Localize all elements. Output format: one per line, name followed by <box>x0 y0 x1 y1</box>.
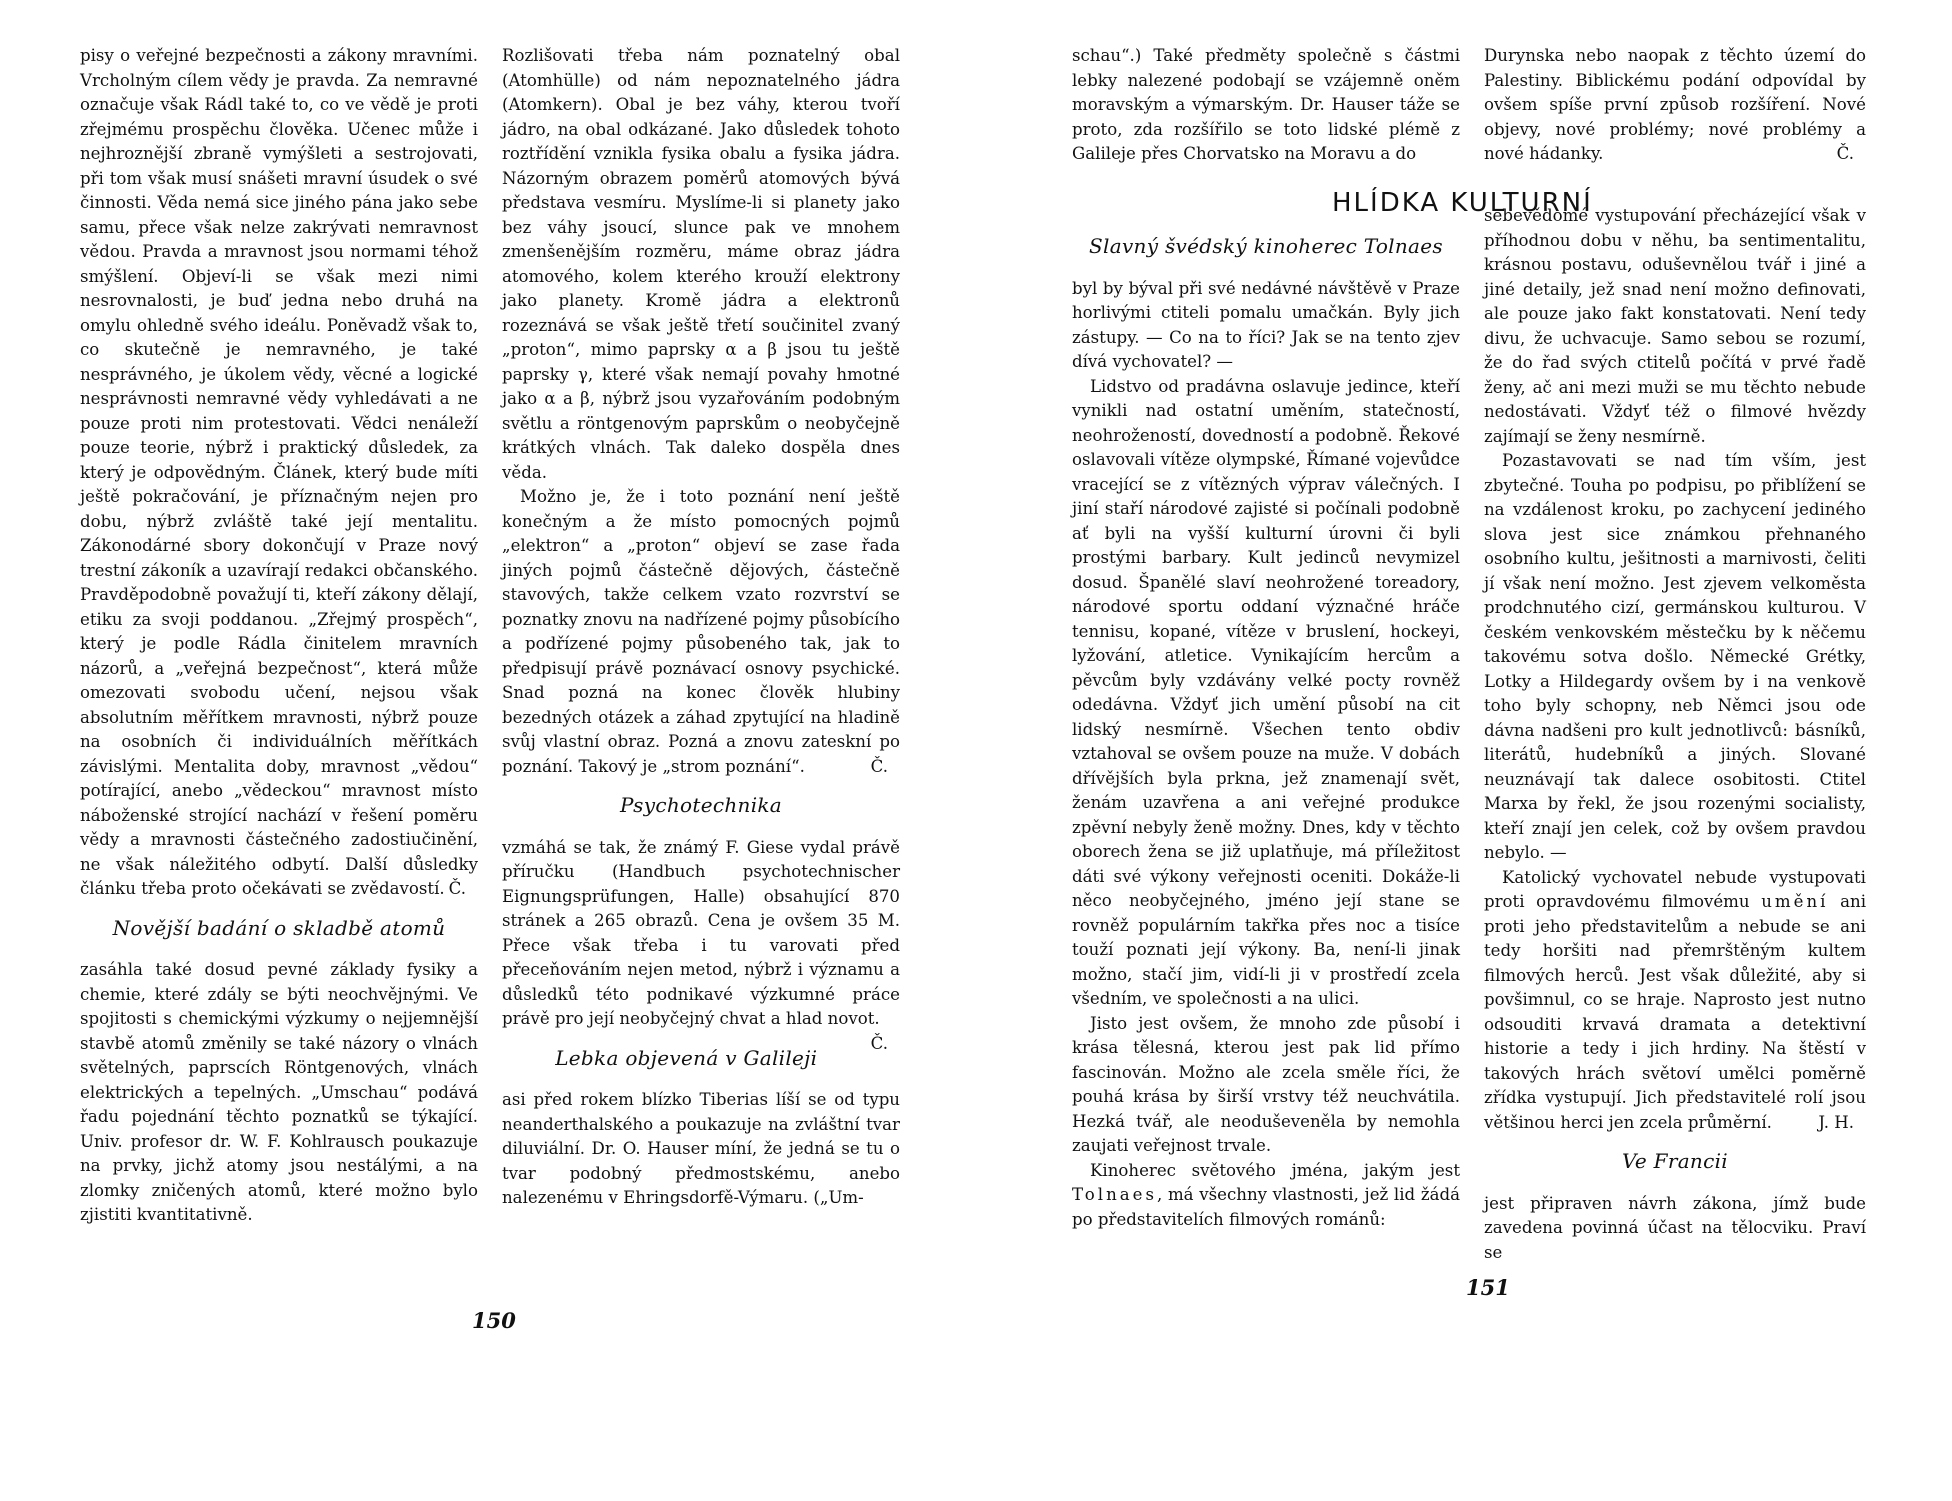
left-column-2 <box>502 44 900 1211</box>
paragraph-psychotechnika <box>502 836 900 1053</box>
text-rad1: pisy o veřejné bezpečnosti a zákony mravními. Vrcholným cílem vědy je pravda. Za nemravné označuje však Rádl také to, co ve vědě je proti zřejmému prospěchu člověka. Učenec může i nejhroznější zbraně vymýšleti a sestrojovati, při tom však musí snášeti mravní úsudek o své činnosti. Věda nemá sice jiného pána jako sebe samu, přece však nelze zakrývati nemravnost vědou. Pravda a mravnost jsou normami téhož smýšlení. Objeví-li se však mezi nimi nesrovnalosti, je buď jedna nebo druhá na omylu ohledně svého ideálu. Poněvadž však to, co skutečně je nemravného, je také nesprávného, je úkolem vědy, věcné a logické nesprávnosti nemravné vědy vyhledávati a ne pouze proti nim protestovati. Vědci nenáleží pouze teorie, nýbrž i praktický důsledek, za který je odpovědným. Článek, který bude míti ještě pokračování, je příznačným nejen pro dobu, nýbrž zvláště také její mentalitu. Zákonodárné sbory dokončují v Praze nový trestní zákoník a uzavírají redakci občanského. Pravděpodobně považují ti, kteří zákony dělají, etiku za svoji poddanou. „Zřejmý prospěch“, který je podle Rádla činitelem mravních názorů, a „veřejná bezpečnost“, která může omezovati svobodu učení, nejsou však absolutním měřítkem mravnosti, nýbrž pouze na osobních či individuálních měřítkách závislými. Mentalita doby, mravnost „vědou“ potírající, anebo „vědeckou“ mravnost místo náboženské strojící nachází v řešení poměru vědy a mravnosti částečného zadostiučinění, ne však náležitého odbytí. Další důsledky článku třeba proto očekávati se zvědavostí. <box>80 46 478 898</box>
right-top-column-1 <box>1072 44 1460 167</box>
paragraph-atom-shell: Rozlišovati třeba nám poznatelný obal (Atomhülle) od nám nepoznatelného jádra (Atomkern). Obal je bez váhy, kterou tvoří jádro, na obal odkázané. Jako důsledek tohoto roztřídění vznikla fysika obalu a fysika jádra. Názorným obrazem poměrů atomových bývá představa vesmíru. Myslíme-li si planety jako bez váhy jsoucí, slunce pak ve mnohem zmenšenějším rozměru, máme obraz jádra atomového, kolem kterého krouží elektrony jako planety. Kromě jádra a elektronů rozeznává se však ještě třetí součinitel zvaný „proton“, mimo paprsky α a β jsou tu ještě paprsky γ, které však nemají povahy hmotné jako α a β, nýbrž jsou vyzařováním podobným světlu a röntgenovým paprskům o neobyčejně krátkých vlnách. Tak daleko dospěla dnes věda. <box>502 46 900 482</box>
paragraph-francie: jest připraven návrh zákona, jímž bude zavedena povinná účast na tělocviku. Praví se <box>1484 1193 1866 1262</box>
section-heading-atoms: Novější badání o skladbě atomů <box>112 915 446 940</box>
paragraph-beauty: Jisto jest ovšem, že mnoho zde působí i krása tělesná, kterou jest pak lid přímo fascinován. Možno ale zcela směle říci, že pouhá krása by širší vrstvy též neuchvátila. Hezká tvář, ale neoduševeněla by nemohla zaujati veřejnost trvale. <box>1072 1013 1460 1155</box>
paragraph-cult-of-individuals: Lidstvo od pradávna oslavuje jedince, kteří vynikli nad ostatní uměním, statečností, neohrožeností, dovedností a podobně. Řekové oslavovali vítěze olympské, Římané vojevůdce vracející se z vítězných výprav válečných. I jiní staří národové zajisté si počínali podobně ať byli na vyšší kulturní úrovni či byli prostými barbary. Kult jedinců nevymizel dosud. Španělé slaví neohrožené toreadory, národové sportu oddaní význačné hráče tennisu, kopané, vítěze v bruslení, hockeyi, lyžování, atletice. Vynikajícím hercům a pěvcům byly vzdávány velké pocty rovněž odedávna. Vždyť jich umění působí na cit lidský nesmírně. Všechen tento obdiv vztahoval se ovšem pouze na muže. V dobách dřívějších byla prkna, jež znamenají svět, ženám uzavřena a ani veřejné produkce zpěvní nebyly ženě možny. Dnes, kdy v těchto oborech žena se již uplatňuje, má příležitost dáti své výkony veřejnosti oceniti. Dokáže-li něco neobyčejného, jméno její stane se rovněž populárním takřka přes noc a tisíce touží poznati její výkony. Ba, není-li jinak možno, stačí jim, vidí-li ji v prostředí zcela všedním, ve společnosti a na ulici. <box>1072 376 1460 1008</box>
emphasized-word: umění <box>1761 892 1829 911</box>
text-psychotechnika: vzmáhá se tak, že známý F. Giese vydal právě příručku (Handbuch psychotechnischer Eignungsprüfungen, Halle) obsahující 870 stránek a 265 obrazů. Cena je ovšem 35 M. Přece však třeba i tu varovati před přeceňováním nejen metod, nýbrž i významu a důsledků této podnikavé výzkumné práce právě pro její neobyčejný chvat a hlad novot. <box>502 837 900 1028</box>
page-number-left: 150 <box>472 1308 516 1333</box>
paragraph-atoms: zasáhla také dosud pevné základy fysiky a chemie, které zdály se býti neochvějnými. Ve spojitosti s chemickými výzkumy o nejjemnější stavbě atomů změnily se také názory o vlnách světelných, paprscích Röntgenových, vlnách elektrických a tepelných. „Umschau“ podává řadu pojednání těchto poznatků se týkající. Univ. profesor dr. W. F. Kohlrausch poukazuje na prvky, jichž atomy jsou nestálými, a na zlomky zničených atomů, které možno bylo zjistiti kvantitativně. <box>80 960 478 1224</box>
author-signature: Č. <box>1836 144 1854 163</box>
right-page <box>976 0 1952 1501</box>
right-top-column-2 <box>1484 44 1866 167</box>
left-column-1 <box>80 44 478 1228</box>
paragraph-lebka: asi před rokem blízko Tiberias líší se od typu neanderthalského a poukazuje na zvláštní tvar diluviální. Dr. O. Hauser míní, že jedná se tu o tvar podobný předmostskému, anebo nalezenému v Ehringsdorfě-Výmaru. („Um- <box>502 1090 900 1207</box>
text-world-actor-b: , má všechny vlastnosti, jež lid žádá po představitelích filmových románů: <box>1072 1185 1460 1229</box>
page-number-right: 151 <box>1466 1275 1510 1300</box>
text-world-actor-a: Kinoherec světového jména, jakým jest <box>1090 1160 1460 1180</box>
section-heading-psychotechnika: Psychotechnika <box>619 793 783 817</box>
author-signature: Č. <box>448 879 466 898</box>
author-signature: Č. <box>870 756 888 776</box>
paragraph-tolnaes-intro: byl by býval při své nedávné návštěvě v Praze horlivými ctiteli pomalu umačkán. Byly jich zástupy. — Co na to říci? Jak se na tento zjev dívá vychovatel? — <box>1072 278 1460 371</box>
section-heading-francie: Ve Francii <box>1621 1149 1729 1173</box>
paragraph <box>80 44 478 902</box>
paragraph-skull-continued: schau“.) Také předměty společně s částmi lebky nalezené podobají se vzájemně oněm moravským a výmarským. Dr. Hauser táže se proto, zda rozšířilo se toto lidské plémě z Galileje přes Chorvatsko na Moravu a do <box>1072 46 1460 163</box>
section-title-hlidka-kulturni: HLÍDKA KULTURNÍ <box>1332 188 1593 218</box>
actor-name: Tolnaes <box>1072 1185 1157 1204</box>
paragraph-knowledge <box>502 485 900 779</box>
author-signature: J. H. <box>1818 1112 1854 1132</box>
text-skull-end: Durynska nebo naopak z těchto území do Palestiny. Biblickému podání odpovídal by ovšem spíše první způsob rozšíření. Nové objevy, nové problémy; nové problémy a nové hádanky. <box>1484 46 1866 163</box>
paragraph-self-confident: sebevědomé vystupování přecházející však v příhodnou dobu v něhu, ba sentimentalitu, krásnou postavu, oduševnělou tvář i jiné a jiné detaily, jež snad není možno definovati, ale pouze jako fakt konstatovati. Není tedy divu, že uchvacuje. Samo sebou se rozumí, že do řad svých ctitelů počítá v prvé řadě ženy, ač ani mezi muži se mu těchto nebude nedostávati. Vždyť též o filmové hvězdy zajímají se ženy nesmírně. <box>1484 206 1866 446</box>
text-knowledge: Možno je, že i toto poznání není ještě konečným a že místo pomocných pojmů „elektron“ a „proton“ objeví se zase řada jiných pojmů částečně dějových, částečně stavových, takže celkem vzato rozvrství se poznatky znovu na nadřízené pojmy působícího a podřízené pojmy působeného tak, jak to předpisují právě poznávací osnovy psychické. Snad pozná na konec člověk hlubiny bezedných otázek a záhad zpytující na hladině svůj vlastní obraz. Pozná a znovu zateskní po poznání. Takový je „strom poznání“. <box>502 487 900 776</box>
section-heading-tolnaes: Slavný švédský kinoherec Tolnaes <box>1089 234 1443 258</box>
paragraph-pointless: Pozastavovati se nad tím vším, jest zbytečné. Touha po podpisu, po přiblížení se na vzdálenost kroku, po zachycení jediného slova jest sice známkou přehnaného osobního kultu, ješitnosti a marnivosti, čeliti jí však není možno. Jest zjevem velkoměsta prodchnutého cizí, germánskou kulturou. V českém venkovském městečku by k něčemu takovému sotva došlo. Německé Grétky, Lotky a Hildegardy ovšem by i na venkově toho byly schopny, neb Němci jsou ode dávna nadšeni pro kult jednotlivců: básníků, literátů, hudebníků a jiných. Slované neuznávají tak dalece osobitosti. Ctitel Marxa by řekl, že jsou rozenými socialisty, kteří znají jen celek, což by ovšem pravdou nebylo. — <box>1484 451 1866 862</box>
text-catholic-b: ani proti jeho představitelům a nebude se ani tedy horšiti nad přemrštěným kultem filmových herců. Jest však důležité, aby si povšimnul, co se hraje. Naprosto jest nutno odsouditi krvavá dramata a detektivní historie a tedy i jich hrdiny. Na štěstí v takových hrách světoví umělci poměrně zřídka vystupují. Jich představitelé rolí jsou většinou herci jen zcela průměrní. <box>1484 892 1866 1132</box>
paragraph-skull-end <box>1484 44 1866 167</box>
section-heading-lebka: Lebka objevená v Galileji <box>555 1045 818 1070</box>
text-catholic-a: Katolický vychovatel nebude vystupovati proti opravdovému filmovému <box>1484 867 1866 911</box>
author-signature: Č. <box>870 1033 888 1053</box>
